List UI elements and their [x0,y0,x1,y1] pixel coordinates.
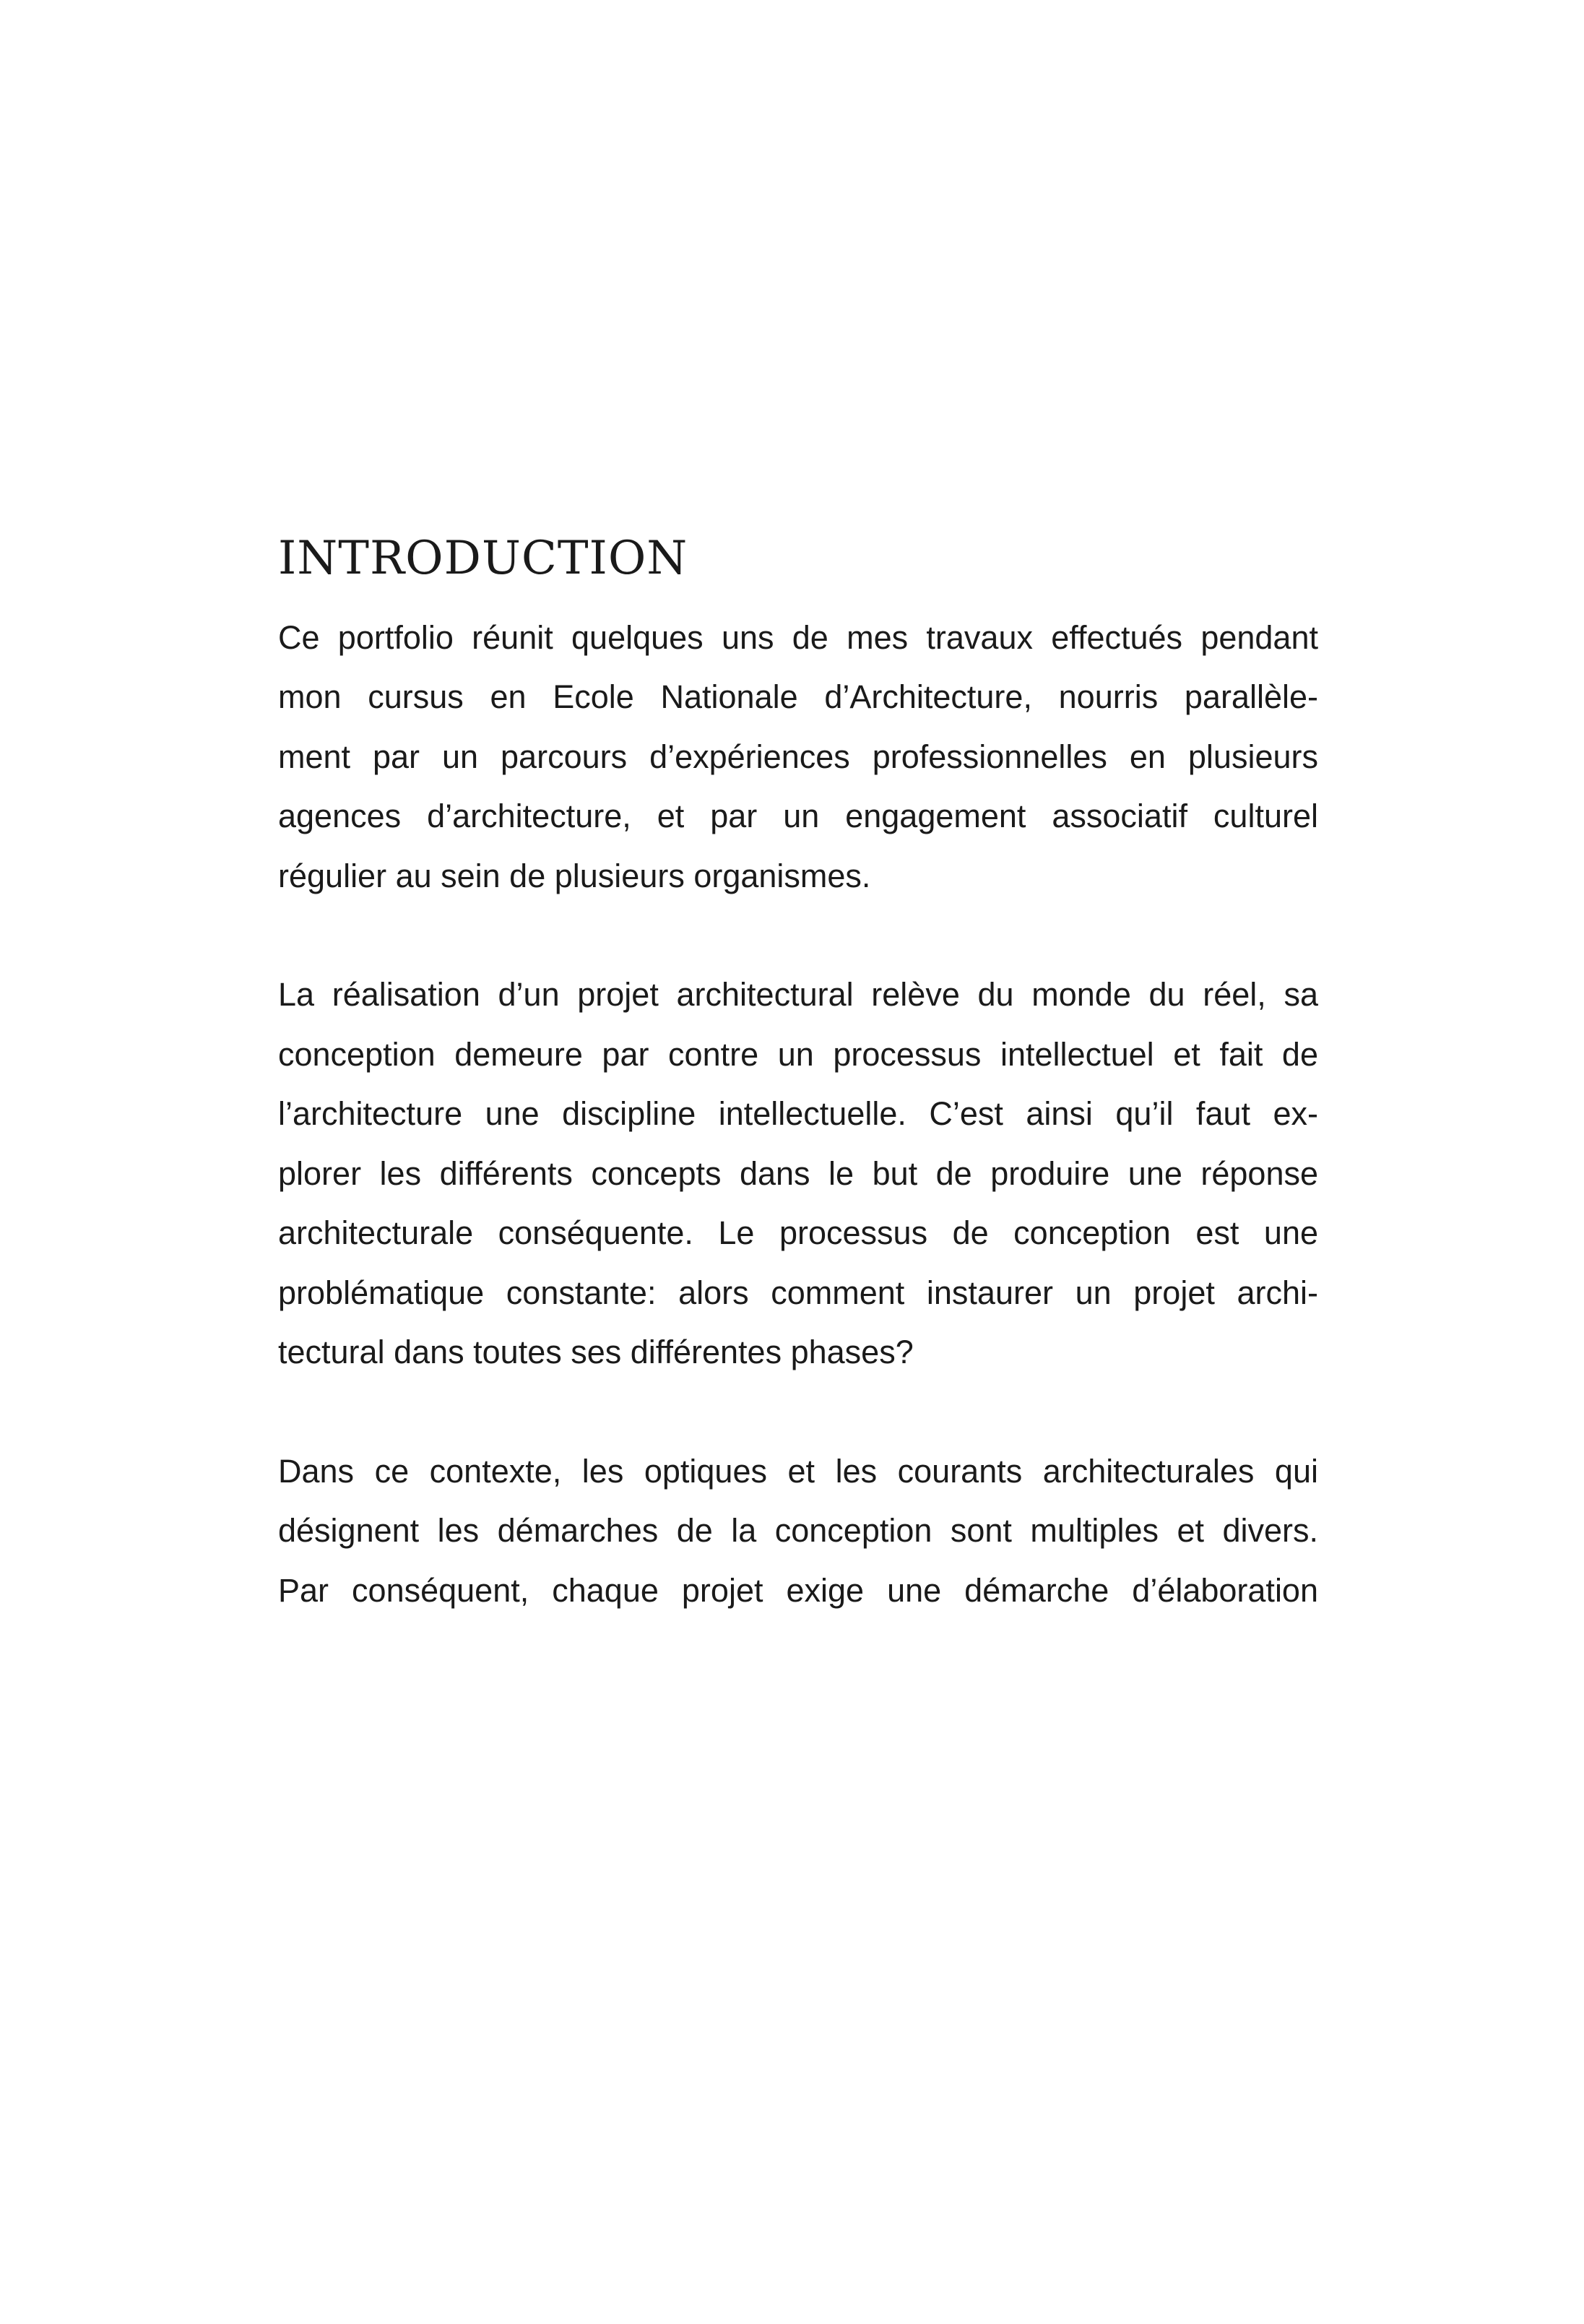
paragraph-line: l’architecture une discipline intellectuelle. C’est ainsi qu’il faut ex- [278,1095,1318,1133]
paragraph-line: mon cursus en Ecole Nationale d’Architecture, nourris parallèle- [278,678,1318,716]
paragraph-line: architecturale conséquente. Le processus de conception est une [278,1214,1318,1252]
paragraph-line: conception demeure par contre un processus intellectuel et fait de [278,1035,1318,1073]
paragraph-line: Ce portfolio réunit quelques uns de mes travaux effectués pendant [278,618,1318,656]
paragraph-line: désignent les démarches de la conception sont multiples et divers. [278,1512,1318,1550]
paragraph-line: plorer les différents concepts dans le but de produire une réponse [278,1154,1318,1192]
paragraph-3 [278,1442,1318,1621]
paragraph-line: Dans ce contexte, les optiques et les courants architecturales qui [278,1452,1318,1490]
page-title: INTRODUCTION [278,532,688,585]
paragraph-2 [278,965,1318,1383]
paragraph-line: ment par un parcours d’expériences professionnelles en plusieurs [278,738,1318,775]
introduction-section [278,531,1318,1620]
paragraph-line: agences d’architecture, et par un engagement associatif culturel [278,798,1318,835]
paragraph-1 [278,608,1318,907]
paragraph-line: tectural dans toutes ses différentes phases? [278,1334,914,1371]
paragraph-line: régulier au sein de plusieurs organismes. [278,857,871,894]
paragraph-line: Par conséquent, chaque projet exige une démarche d’élaboration [278,1571,1318,1609]
paragraph-line: La réalisation d’un projet architectural relève du monde du réel, sa [278,976,1318,1014]
paragraph-line: problématique constante: alors comment instaurer un projet archi- [278,1274,1318,1311]
